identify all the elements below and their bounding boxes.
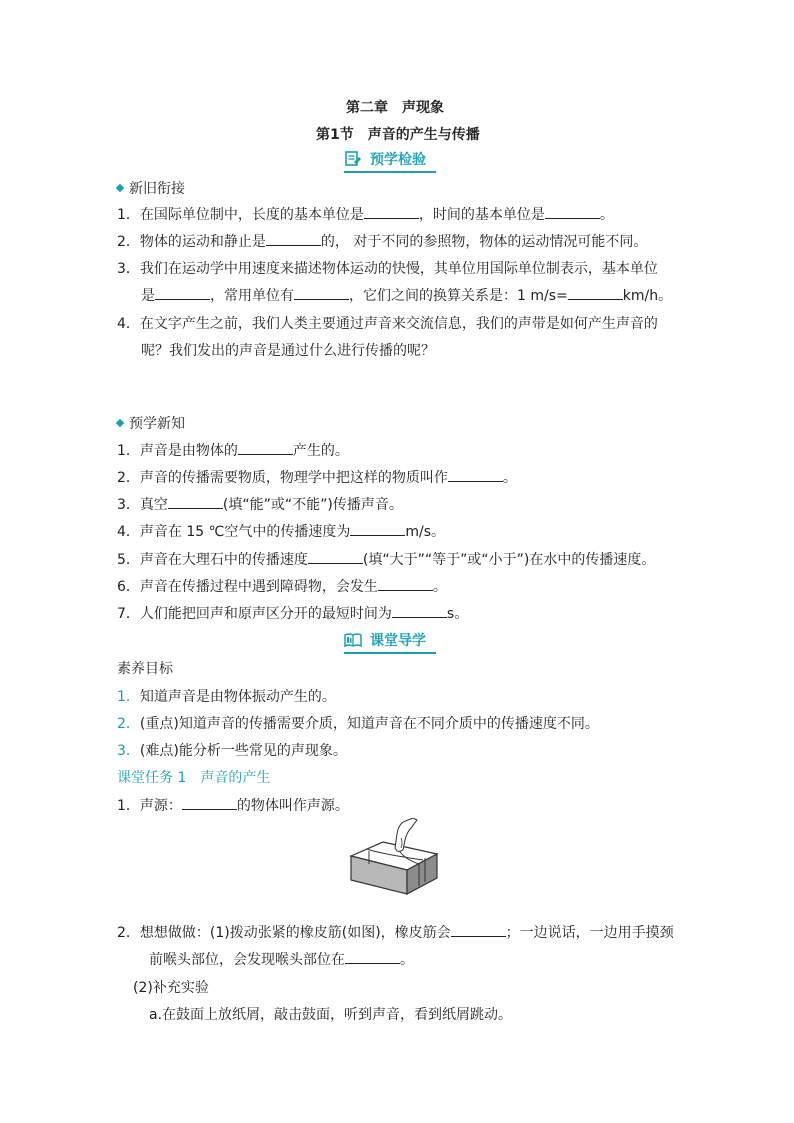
supplement-experiment: (2)补充实验 (133, 980, 209, 996)
banner-underline (344, 652, 436, 654)
answer-blank[interactable] (451, 922, 506, 937)
diamond-bullet-icon (116, 419, 124, 427)
diamond-bullet-icon (116, 184, 124, 192)
chapter-title: 第二章 声现象 (346, 100, 444, 116)
question-4-line1: 4．在文字产生之前，我们人类主要通过声音来交流信息，我们的声带是如何产生声音的 (117, 316, 658, 332)
answer-blank[interactable] (448, 467, 503, 482)
old-new-heading: 新旧衔接 (117, 178, 185, 198)
question-3-line2: 是 ，常用单位有 ，它们之间的换算关系是：1 m/s= km/h。 (141, 285, 672, 305)
answer-blank[interactable] (545, 204, 600, 219)
answer-blank[interactable] (345, 949, 400, 964)
answer-blank[interactable] (364, 204, 419, 219)
answer-blank[interactable] (182, 795, 237, 810)
question-4-line2: 呢？我们发出的声音是通过什么进行传播的呢？ (141, 343, 435, 359)
goal-2: 2．(重点)知道声音的传播需要介质，知道声音在不同介质中的传播速度不同。 (117, 716, 599, 732)
preview-item-4: 4．声音在 15 ℃空气中的传播速度为 m/s。 (117, 521, 445, 541)
answer-blank[interactable] (392, 603, 447, 618)
banner-class-guide-label: 课堂导学 (366, 630, 430, 650)
answer-blank[interactable] (378, 576, 433, 591)
task-1-item-1: 1．声源： 的物体叫作声源。 (117, 795, 349, 815)
goal-3: 3．(难点)能分析一些常见的声现象。 (117, 743, 347, 759)
banner-class-guide (344, 630, 430, 650)
banner-preview-check-label: 预学检验 (366, 149, 430, 169)
preview-item-3: 3．真空 (填“能”或“不能”)传播声音。 (117, 494, 403, 514)
experiment-a: a.在鼓面上放纸屑，敲击鼓面，听到声音，看到纸屑跳动。 (149, 1007, 513, 1023)
answer-blank[interactable] (155, 285, 210, 300)
open-book-icon (344, 631, 362, 649)
task-1-item-2-line1: 2．想想做做：(1)拨动张紧的橡皮筋(如图)，橡皮筋会 ；一边说话，一边用手摸颈 (117, 922, 674, 942)
preview-item-5: 5．声音在大理石中的传播速度 (填“大于”“等于”或“小于”)在水中的传播速度。 (117, 549, 655, 569)
preview-item-7: 7．人们能把回声和原声区分开的最短时间为 s。 (117, 603, 468, 623)
answer-blank[interactable] (350, 521, 405, 536)
question-2: 2．物体的运动和静止是 的， 对于不同的参照物，物体的运动情况可能不同。 (117, 231, 647, 251)
preview-item-1: 1．声音是由物体的 产生的。 (117, 440, 349, 460)
banner-underline (344, 171, 436, 173)
banner-preview-check (344, 149, 430, 169)
section-title: 第1节 声音的产生与传播 (316, 127, 480, 143)
answer-blank[interactable] (568, 285, 623, 300)
preview-item-2: 2．声音的传播需要物质，物理学中把这样的物质叫作 。 (117, 467, 517, 487)
answer-blank[interactable] (266, 231, 321, 246)
rubber-band-box-illustration (345, 818, 445, 898)
answer-blank[interactable] (294, 285, 349, 300)
goals-heading: 素养目标 (117, 661, 173, 677)
answer-blank[interactable] (308, 549, 363, 564)
answer-blank[interactable] (238, 440, 293, 455)
notebook-icon (344, 150, 362, 168)
question-1: 1．在国际单位制中，长度的基本单位是 ，时间的基本单位是 。 (117, 204, 614, 224)
task-1-item-2-line2: 前喉头部位，会发现喉头部位在 。 (149, 949, 414, 969)
preview-heading: 预学新知 (117, 413, 185, 433)
preview-item-6: 6．声音在传播过程中遇到障碍物，会发生 。 (117, 576, 447, 596)
answer-blank[interactable] (168, 494, 223, 509)
goal-1: 1．知道声音是由物体振动产生的。 (117, 689, 336, 705)
task-1-heading: 课堂任务 1 声音的产生 (117, 770, 271, 786)
question-3-line1: 3．我们在运动学中用速度来描述物体运动的快慢，其单位用国际单位制表示，基本单位 (117, 261, 658, 277)
